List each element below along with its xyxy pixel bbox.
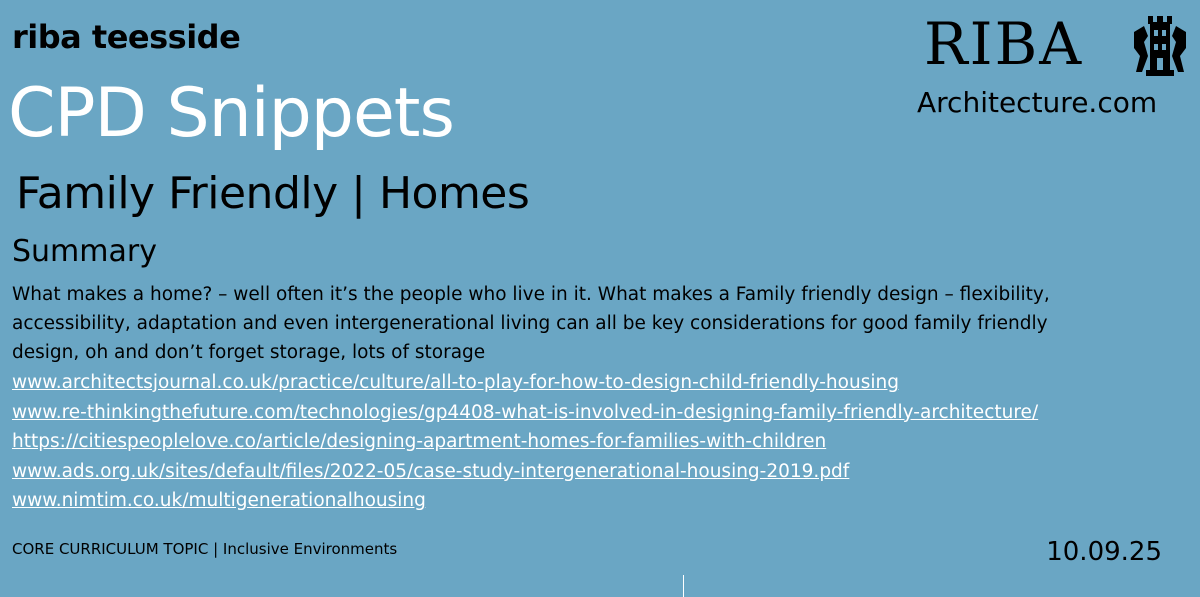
summary-text: What makes a home? – well often it’s the people who live in it. What makes a Family friendly design – flexibility, accessibility, adaptation and even intergenerational living can all be key considerations for good family friendly design, oh and don’t forget storage, lots of storage bbox=[12, 284, 1050, 363]
link-nimtim[interactable]: www.nimtim.co.uk/multigenerationalhousing bbox=[12, 490, 426, 511]
link-architects-journal[interactable]: www.architectsjournal.co.uk/practice/culture/all-to-play-for-how-to-design-child-friendly-housing bbox=[12, 372, 899, 393]
logo-wordmark: RIBA bbox=[924, 10, 1084, 78]
riba-logo bbox=[912, 8, 1192, 123]
divider bbox=[683, 575, 684, 597]
curriculum-topic: CORE CURRICULUM TOPIC | Inclusive Environments bbox=[12, 540, 398, 558]
riba-crest-icon bbox=[1130, 12, 1190, 84]
date-label: 10.09.25 bbox=[1046, 537, 1162, 567]
link-ads-case-study[interactable]: www.ads.org.uk/sites/default/files/2022-05/case-study-intergenerational-housing-2019.pdf bbox=[12, 460, 850, 482]
logo-url: Architecture.com bbox=[917, 86, 1158, 119]
topic-title: Family Friendly | Homes bbox=[16, 168, 530, 219]
summary-heading: Summary bbox=[12, 234, 157, 269]
reference-links bbox=[12, 368, 1038, 516]
org-subtitle: riba teesside bbox=[12, 18, 241, 56]
link-cities-people-love[interactable]: https://citiespeoplelove.co/article/designing-apartment-homes-for-families-with-children bbox=[12, 431, 827, 452]
link-rethinking-the-future[interactable]: www.re-thinkingthefuture.com/technologies/gp4408-what-is-involved-in-designing-family-friendly-architecture/ bbox=[12, 401, 1039, 423]
page-title: CPD Snippets bbox=[8, 74, 454, 153]
